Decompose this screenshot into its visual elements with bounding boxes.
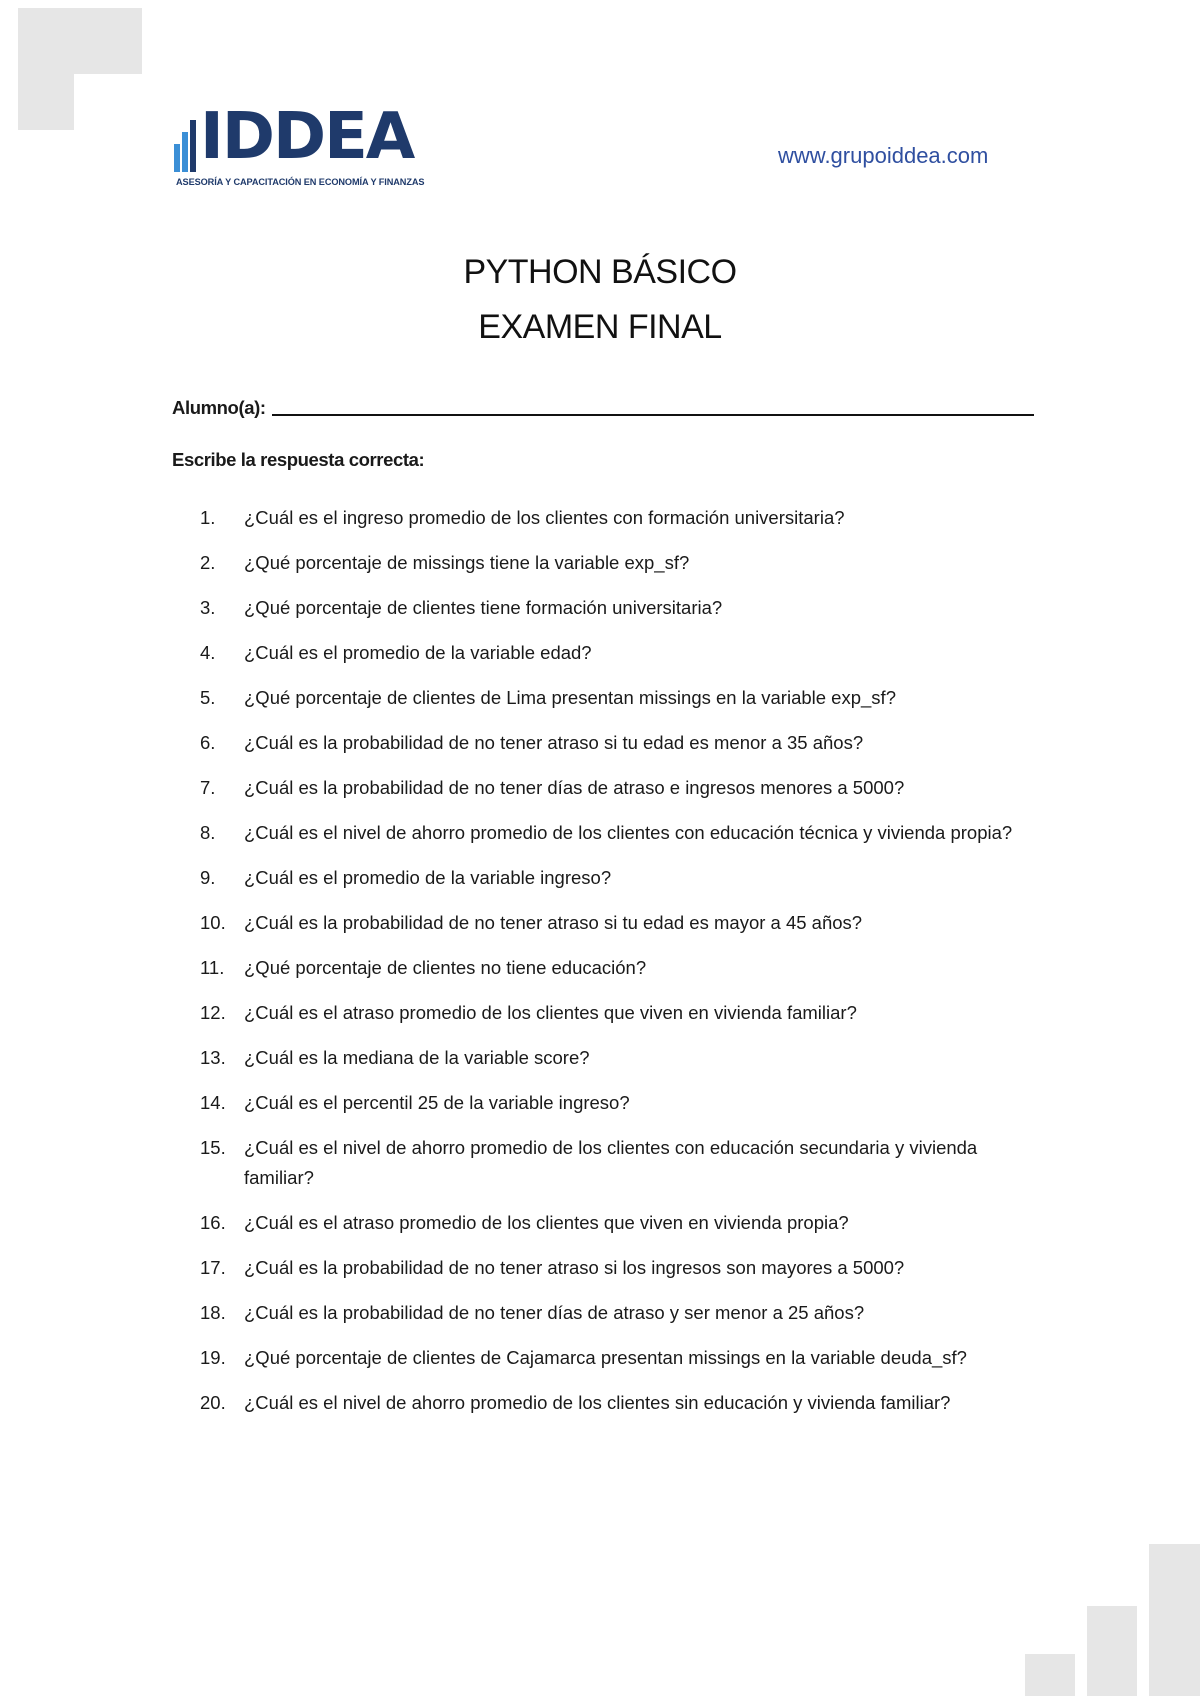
question-number: 18. xyxy=(200,1302,226,1323)
question-item xyxy=(200,998,1040,1028)
question-text: ¿Cuál es el nivel de ahorro promedio de los clientes sin educación y vivienda familiar? xyxy=(244,1392,951,1413)
question-text: ¿Cuál es el atraso promedio de los clientes que viven en vivienda propia? xyxy=(244,1212,849,1233)
question-text: ¿Cuál es el nivel de ahorro promedio de los clientes con educación secundaria y vivienda familiar? xyxy=(244,1137,978,1188)
question-number: 2. xyxy=(200,552,216,573)
question-text: ¿Cuál es la probabilidad de no tener atraso si los ingresos son mayores a 5000? xyxy=(244,1257,905,1278)
question-number: 10. xyxy=(200,912,226,933)
question-item xyxy=(200,1208,1040,1238)
question-text: ¿Cuál es la probabilidad de no tener atraso si tu edad es menor a 35 años? xyxy=(244,732,864,753)
question-number: 16. xyxy=(200,1212,226,1233)
question-text: ¿Cuál es el nivel de ahorro promedio de los clientes con educación técnica y vivienda propia? xyxy=(244,822,1013,843)
question-number: 5. xyxy=(200,687,216,708)
corner-decoration-bottom-right xyxy=(1025,1544,1200,1696)
question-item xyxy=(200,638,1040,668)
question-text: ¿Cuál es el ingreso promedio de los clientes con formación universitaria? xyxy=(244,507,845,528)
question-item xyxy=(200,1133,1040,1193)
question-text: ¿Cuál es la mediana de la variable score? xyxy=(244,1047,590,1068)
question-number: 17. xyxy=(200,1257,226,1278)
question-text: ¿Qué porcentaje de clientes de Cajamarca presentan missings en la variable deuda_sf? xyxy=(244,1347,967,1368)
question-number: 14. xyxy=(200,1092,226,1113)
question-item xyxy=(200,593,1040,623)
question-text: ¿Cuál es la probabilidad de no tener atraso si tu edad es mayor a 45 años? xyxy=(244,912,863,933)
question-item xyxy=(200,773,1040,803)
question-item xyxy=(200,1253,1040,1283)
question-item xyxy=(200,1298,1040,1328)
question-text: ¿Cuál es el percentil 25 de la variable ingreso? xyxy=(244,1092,630,1113)
student-label: Alumno(a): xyxy=(172,397,266,418)
question-number: 1. xyxy=(200,507,216,528)
question-number: 20. xyxy=(200,1392,226,1413)
question-number: 4. xyxy=(200,642,216,663)
corner-decoration-top-left xyxy=(18,8,142,130)
question-item xyxy=(200,1043,1040,1073)
question-text: ¿Cuál es la probabilidad de no tener días de atraso y ser menor a 25 años? xyxy=(244,1302,865,1323)
question-text: ¿Qué porcentaje de clientes de Lima presentan missings en la variable exp_sf? xyxy=(244,687,896,708)
question-item xyxy=(200,1088,1040,1118)
question-text: ¿Cuál es la probabilidad de no tener días de atraso e ingresos menores a 5000? xyxy=(244,777,905,798)
question-item xyxy=(200,863,1040,893)
title-line-1: PYTHON BÁSICO xyxy=(463,253,737,291)
question-text: ¿Cuál es el atraso promedio de los clientes que viven en vivienda familiar? xyxy=(244,1002,857,1023)
question-number: 6. xyxy=(200,732,216,753)
question-item xyxy=(200,1343,1040,1373)
bar-chart-icon xyxy=(174,116,200,172)
question-number: 19. xyxy=(200,1347,226,1368)
exam-title xyxy=(0,245,1200,355)
title-line-2: EXAMEN FINAL xyxy=(478,308,722,346)
question-item xyxy=(200,953,1040,983)
question-number: 11. xyxy=(200,957,225,978)
iddea-logo xyxy=(174,100,425,190)
logo-tagline: ASESORÍA Y CAPACITACIÓN EN ECONOMÍA Y FINANZAS xyxy=(176,177,425,187)
logo-wordmark: IDDEA xyxy=(200,100,414,174)
student-name-field[interactable] xyxy=(272,392,1034,416)
question-item xyxy=(200,1388,1040,1418)
question-number: 15. xyxy=(200,1137,226,1158)
question-number: 9. xyxy=(200,867,216,888)
question-item xyxy=(200,818,1040,848)
question-list xyxy=(200,503,1040,1433)
question-text: ¿Cuál es el promedio de la variable edad? xyxy=(244,642,592,663)
question-item xyxy=(200,728,1040,758)
question-text: ¿Qué porcentaje de clientes tiene formación universitaria? xyxy=(244,597,723,618)
question-item xyxy=(200,908,1040,938)
question-number: 7. xyxy=(200,777,216,798)
question-number: 8. xyxy=(200,822,216,843)
website-link[interactable]: www.grupoiddea.com xyxy=(778,143,989,168)
question-text: ¿Qué porcentaje de missings tiene la variable exp_sf? xyxy=(244,552,690,573)
question-item xyxy=(200,548,1040,578)
question-item xyxy=(200,683,1040,713)
question-text: ¿Cuál es el promedio de la variable ingreso? xyxy=(244,867,612,888)
question-number: 12. xyxy=(200,1002,226,1023)
question-number: 3. xyxy=(200,597,216,618)
question-item xyxy=(200,503,1040,533)
instructions: Escribe la respuesta correcta: xyxy=(172,449,425,470)
question-number: 13. xyxy=(200,1047,226,1068)
student-name-row xyxy=(172,389,1034,419)
question-text: ¿Qué porcentaje de clientes no tiene educación? xyxy=(244,957,647,978)
